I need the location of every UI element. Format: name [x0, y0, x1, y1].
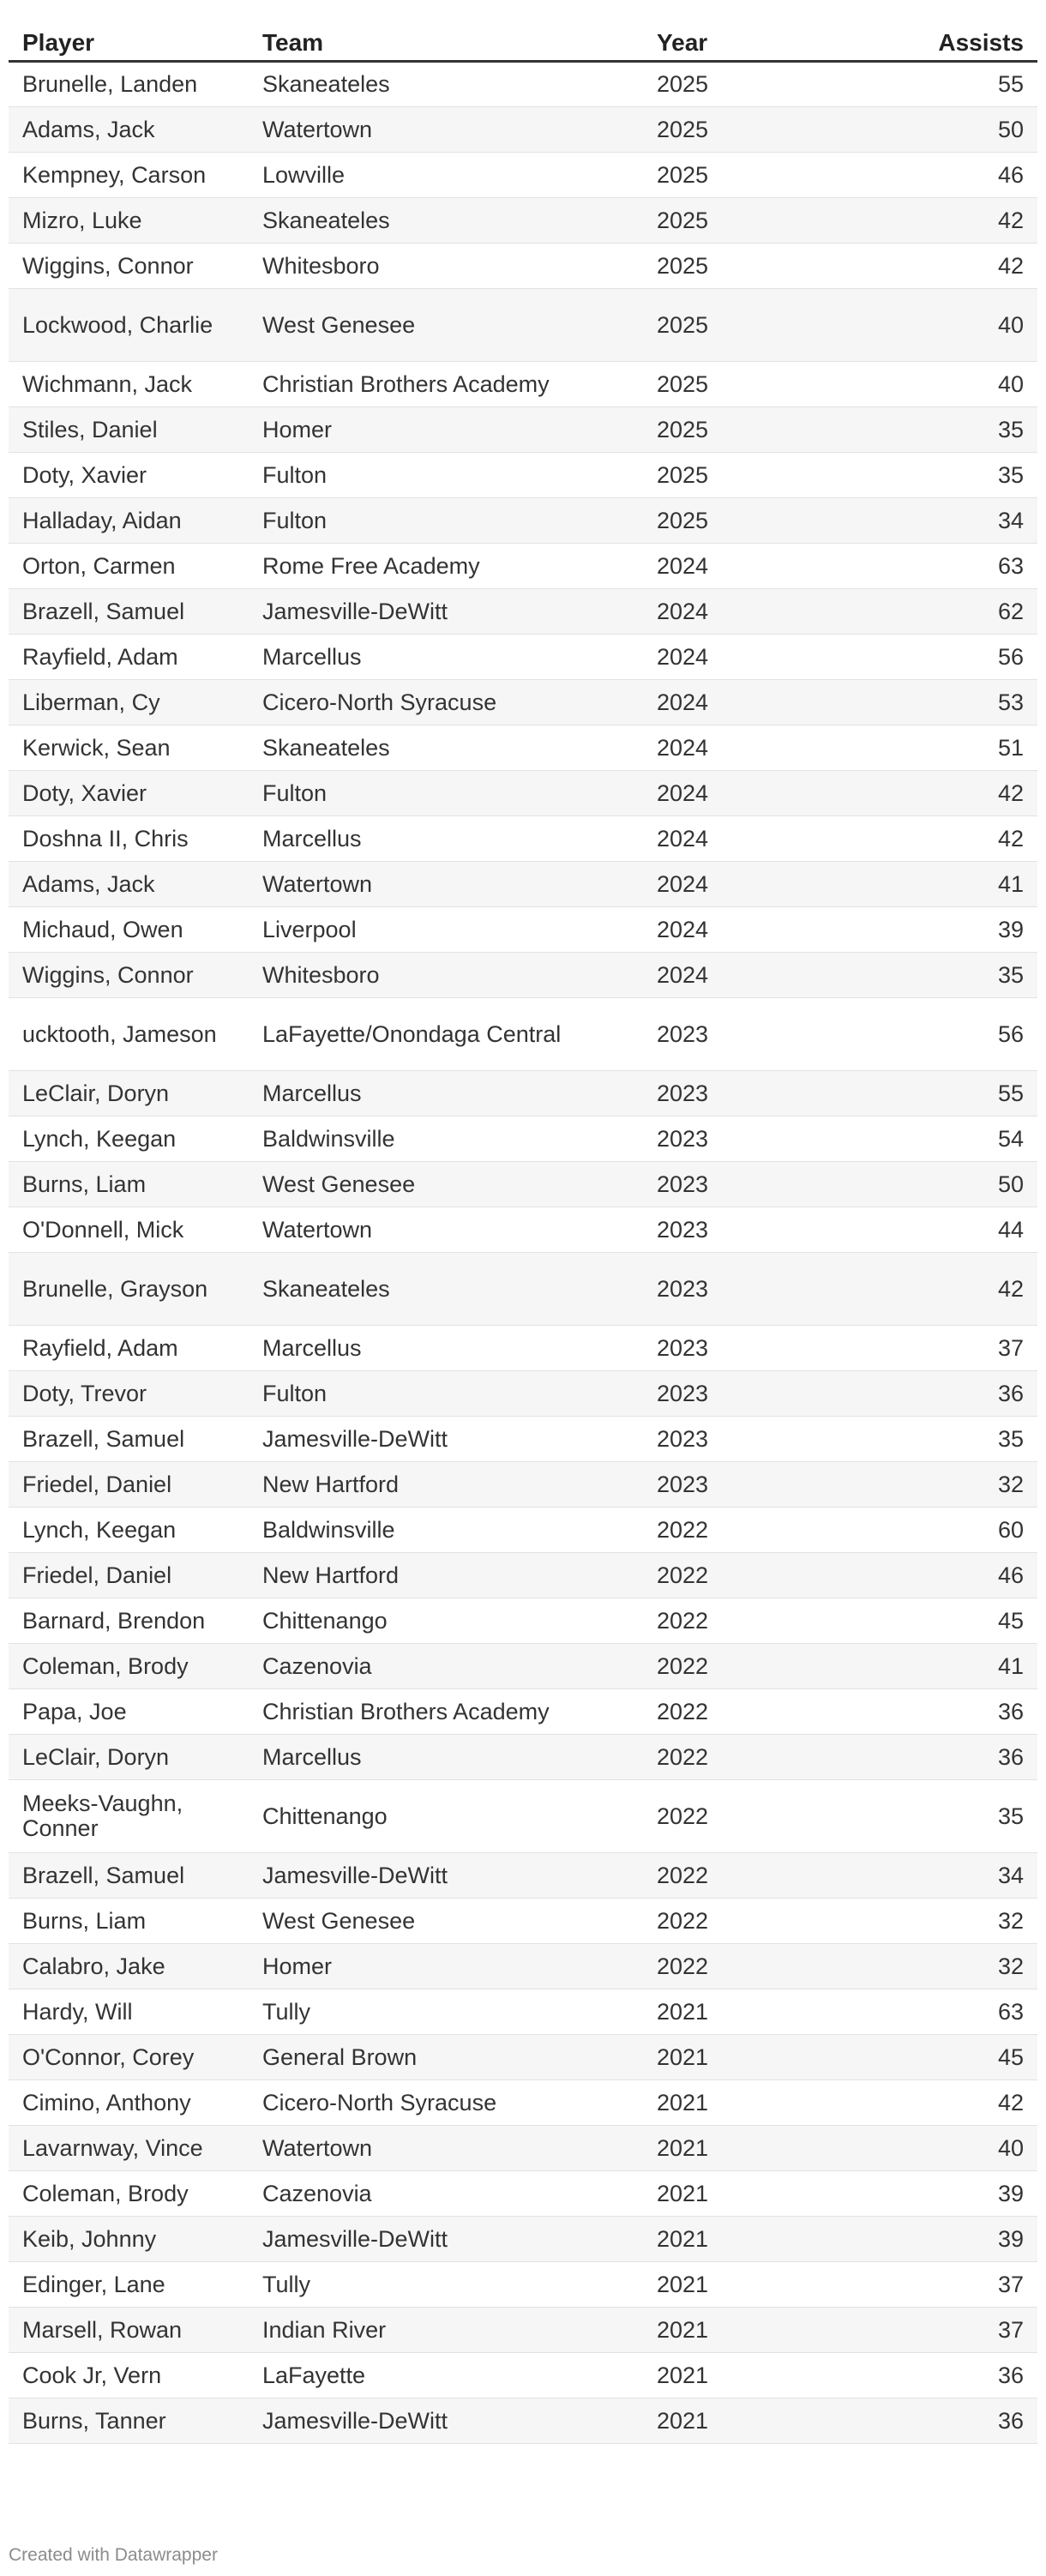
- cell-assists: 56: [832, 998, 1037, 1071]
- table-row: [9, 1735, 1037, 1780]
- cell-assists: 39: [832, 2217, 1037, 2262]
- cell-assists: 35: [832, 407, 1037, 453]
- table-row: [9, 2217, 1037, 2262]
- cell-year: 2024: [643, 725, 832, 771]
- cell-assists: 53: [832, 680, 1037, 725]
- cell-player: O'Connor, Corey: [9, 2035, 249, 2080]
- cell-player: Lavarnway, Vince: [9, 2126, 249, 2171]
- cell-player: Adams, Jack: [9, 107, 249, 153]
- cell-team: Cazenovia: [249, 1644, 643, 1689]
- table-row: [9, 1644, 1037, 1689]
- cell-team: Marcellus: [249, 816, 643, 862]
- cell-year: 2022: [643, 1553, 832, 1598]
- cell-player: Burns, Liam: [9, 1162, 249, 1207]
- cell-year: 2022: [643, 1735, 832, 1780]
- cell-assists: 35: [832, 1780, 1037, 1853]
- cell-player: Brazell, Samuel: [9, 589, 249, 635]
- cell-team: New Hartford: [249, 1462, 643, 1508]
- cell-player: Lynch, Keegan: [9, 1508, 249, 1553]
- cell-team: Tully: [249, 2262, 643, 2308]
- cell-team: Watertown: [249, 107, 643, 153]
- cell-year: 2025: [643, 362, 832, 407]
- cell-player: Cimino, Anthony: [9, 2080, 249, 2126]
- cell-assists: 36: [832, 1371, 1037, 1417]
- cell-team: Rome Free Academy: [249, 544, 643, 589]
- cell-player: Friedel, Daniel: [9, 1462, 249, 1508]
- cell-player: Mizro, Luke: [9, 198, 249, 244]
- cell-assists: 42: [832, 771, 1037, 816]
- cell-year: 2024: [643, 680, 832, 725]
- cell-team: Jamesville-DeWitt: [249, 2398, 643, 2444]
- cell-player: Barnard, Brendon: [9, 1598, 249, 1644]
- cell-assists: 42: [832, 244, 1037, 289]
- cell-team: Watertown: [249, 2126, 643, 2171]
- cell-assists: 37: [832, 2308, 1037, 2353]
- table-row: [9, 589, 1037, 635]
- cell-assists: 54: [832, 1116, 1037, 1162]
- cell-assists: 45: [832, 1598, 1037, 1644]
- cell-year: 2021: [643, 2262, 832, 2308]
- cell-year: 2024: [643, 907, 832, 953]
- cell-player: Meeks-Vaughn, Conner: [9, 1780, 249, 1853]
- table-row: [9, 1989, 1037, 2035]
- cell-player: Papa, Joe: [9, 1689, 249, 1735]
- cell-year: 2021: [643, 2126, 832, 2171]
- cell-year: 2024: [643, 544, 832, 589]
- cell-year: 2025: [643, 153, 832, 198]
- table-row: [9, 2080, 1037, 2126]
- cell-player: LeClair, Doryn: [9, 1735, 249, 1780]
- cell-assists: 63: [832, 544, 1037, 589]
- cell-year: 2025: [643, 498, 832, 544]
- cell-team: Skaneateles: [249, 198, 643, 244]
- cell-year: 2023: [643, 1162, 832, 1207]
- cell-year: 2024: [643, 862, 832, 907]
- cell-assists: 42: [832, 198, 1037, 244]
- cell-year: 2023: [643, 1253, 832, 1326]
- cell-team: Watertown: [249, 1207, 643, 1253]
- cell-team: Indian River: [249, 2308, 643, 2353]
- cell-assists: 46: [832, 153, 1037, 198]
- cell-team: Liverpool: [249, 907, 643, 953]
- cell-year: 2022: [643, 1853, 832, 1899]
- table-row: [9, 244, 1037, 289]
- cell-year: 2025: [643, 107, 832, 153]
- cell-year: 2021: [643, 2171, 832, 2217]
- cell-year: 2022: [643, 1944, 832, 1989]
- cell-assists: 41: [832, 1644, 1037, 1689]
- cell-year: 2024: [643, 771, 832, 816]
- cell-assists: 37: [832, 1326, 1037, 1371]
- cell-team: Whitesboro: [249, 953, 643, 998]
- cell-team: Christian Brothers Academy: [249, 362, 643, 407]
- cell-year: 2023: [643, 1417, 832, 1462]
- column-header-year[interactable]: Year: [643, 26, 832, 62]
- cell-team: Skaneateles: [249, 1253, 643, 1326]
- cell-team: Cicero-North Syracuse: [249, 680, 643, 725]
- cell-assists: 42: [832, 2080, 1037, 2126]
- cell-player: Rayfield, Adam: [9, 1326, 249, 1371]
- cell-team: Jamesville-DeWitt: [249, 2217, 643, 2262]
- table-row: [9, 725, 1037, 771]
- cell-year: 2024: [643, 589, 832, 635]
- cell-team: Fulton: [249, 453, 643, 498]
- cell-team: Tully: [249, 1989, 643, 2035]
- cell-assists: 62: [832, 589, 1037, 635]
- cell-assists: 36: [832, 2353, 1037, 2398]
- cell-team: LaFayette: [249, 2353, 643, 2398]
- cell-team: Baldwinsville: [249, 1508, 643, 1553]
- cell-year: 2025: [643, 407, 832, 453]
- table-row: [9, 362, 1037, 407]
- cell-assists: 51: [832, 725, 1037, 771]
- header-row: [9, 26, 1037, 62]
- table-row: [9, 816, 1037, 862]
- cell-year: 2024: [643, 953, 832, 998]
- cell-year: 2024: [643, 816, 832, 862]
- cell-team: Lowville: [249, 153, 643, 198]
- cell-year: 2022: [643, 1508, 832, 1553]
- table-row: [9, 1207, 1037, 1253]
- cell-team: Chittenango: [249, 1598, 643, 1644]
- table-row: [9, 2126, 1037, 2171]
- cell-team: Jamesville-DeWitt: [249, 589, 643, 635]
- cell-player: Friedel, Daniel: [9, 1553, 249, 1598]
- cell-year: 2021: [643, 2353, 832, 2398]
- table-row: [9, 62, 1037, 107]
- table-row: [9, 1899, 1037, 1944]
- table-row: [9, 998, 1037, 1071]
- cell-player: Lockwood, Charlie: [9, 289, 249, 362]
- cell-assists: 55: [832, 62, 1037, 107]
- cell-player: Marsell, Rowan: [9, 2308, 249, 2353]
- cell-team: Cicero-North Syracuse: [249, 2080, 643, 2126]
- cell-player: LeClair, Doryn: [9, 1071, 249, 1116]
- cell-assists: 50: [832, 107, 1037, 153]
- cell-player: Keib, Johnny: [9, 2217, 249, 2262]
- cell-assists: 41: [832, 862, 1037, 907]
- table-row: [9, 1116, 1037, 1162]
- cell-assists: 42: [832, 816, 1037, 862]
- datawrapper-credit: Created with Datawrapper: [9, 2545, 218, 2565]
- cell-player: Hardy, Will: [9, 1989, 249, 2035]
- cell-year: 2022: [643, 1598, 832, 1644]
- cell-assists: 35: [832, 1417, 1037, 1462]
- cell-assists: 46: [832, 1553, 1037, 1598]
- assists-table: [9, 26, 1037, 2444]
- cell-player: Calabro, Jake: [9, 1944, 249, 1989]
- cell-team: Marcellus: [249, 1326, 643, 1371]
- cell-player: Doty, Xavier: [9, 771, 249, 816]
- table-row: [9, 498, 1037, 544]
- cell-year: 2021: [643, 2398, 832, 2444]
- cell-team: Baldwinsville: [249, 1116, 643, 1162]
- table-row: [9, 635, 1037, 680]
- cell-assists: 32: [832, 1899, 1037, 1944]
- table-row: [9, 198, 1037, 244]
- table-row: [9, 1508, 1037, 1553]
- cell-team: Christian Brothers Academy: [249, 1689, 643, 1735]
- cell-year: 2025: [643, 62, 832, 107]
- cell-assists: 32: [832, 1462, 1037, 1508]
- cell-player: Wiggins, Connor: [9, 244, 249, 289]
- table-row: [9, 1162, 1037, 1207]
- cell-assists: 45: [832, 2035, 1037, 2080]
- cell-team: West Genesee: [249, 1162, 643, 1207]
- cell-player: ucktooth, Jameson: [9, 998, 249, 1071]
- cell-year: 2022: [643, 1780, 832, 1853]
- table-row: [9, 2353, 1037, 2398]
- cell-player: Brunelle, Landen: [9, 62, 249, 107]
- cell-team: Marcellus: [249, 635, 643, 680]
- cell-year: 2025: [643, 244, 832, 289]
- cell-year: 2021: [643, 2308, 832, 2353]
- cell-team: Homer: [249, 407, 643, 453]
- table-row: [9, 1553, 1037, 1598]
- cell-year: 2023: [643, 1116, 832, 1162]
- cell-team: New Hartford: [249, 1553, 643, 1598]
- cell-assists: 39: [832, 907, 1037, 953]
- cell-assists: 40: [832, 362, 1037, 407]
- cell-player: Doty, Trevor: [9, 1371, 249, 1417]
- cell-player: Burns, Tanner: [9, 2398, 249, 2444]
- cell-year: 2023: [643, 1462, 832, 1508]
- cell-assists: 40: [832, 2126, 1037, 2171]
- cell-assists: 40: [832, 289, 1037, 362]
- table-row: [9, 1417, 1037, 1462]
- cell-year: 2024: [643, 635, 832, 680]
- cell-player: Coleman, Brody: [9, 1644, 249, 1689]
- cell-team: Whitesboro: [249, 244, 643, 289]
- cell-assists: 34: [832, 498, 1037, 544]
- cell-team: West Genesee: [249, 289, 643, 362]
- cell-assists: 42: [832, 1253, 1037, 1326]
- cell-player: Wichmann, Jack: [9, 362, 249, 407]
- cell-team: Homer: [249, 1944, 643, 1989]
- cell-player: Adams, Jack: [9, 862, 249, 907]
- cell-team: Marcellus: [249, 1071, 643, 1116]
- table-row: [9, 1326, 1037, 1371]
- cell-year: 2025: [643, 289, 832, 362]
- table-row: [9, 862, 1037, 907]
- cell-year: 2023: [643, 1371, 832, 1417]
- table-row: [9, 107, 1037, 153]
- cell-team: Jamesville-DeWitt: [249, 1417, 643, 1462]
- cell-assists: 35: [832, 953, 1037, 998]
- cell-player: Halladay, Aidan: [9, 498, 249, 544]
- column-header-player[interactable]: Player: [9, 26, 249, 62]
- cell-year: 2021: [643, 1989, 832, 2035]
- cell-player: Lynch, Keegan: [9, 1116, 249, 1162]
- cell-assists: 32: [832, 1944, 1037, 1989]
- cell-team: Jamesville-DeWitt: [249, 1853, 643, 1899]
- table-row: [9, 1598, 1037, 1644]
- cell-team: Marcellus: [249, 1735, 643, 1780]
- table-row: [9, 953, 1037, 998]
- cell-year: 2021: [643, 2035, 832, 2080]
- cell-assists: 37: [832, 2262, 1037, 2308]
- table-row: [9, 680, 1037, 725]
- table-row: [9, 1780, 1037, 1853]
- table-header: [9, 26, 1037, 62]
- table-row: [9, 2398, 1037, 2444]
- cell-team: Skaneateles: [249, 725, 643, 771]
- cell-assists: 34: [832, 1853, 1037, 1899]
- table-row: [9, 544, 1037, 589]
- cell-year: 2025: [643, 198, 832, 244]
- cell-year: 2023: [643, 1207, 832, 1253]
- cell-player: Rayfield, Adam: [9, 635, 249, 680]
- cell-assists: 39: [832, 2171, 1037, 2217]
- cell-player: Brazell, Samuel: [9, 1853, 249, 1899]
- table-row: [9, 2035, 1037, 2080]
- cell-team: General Brown: [249, 2035, 643, 2080]
- column-header-assists[interactable]: Assists: [832, 26, 1037, 62]
- cell-player: Wiggins, Connor: [9, 953, 249, 998]
- cell-assists: 50: [832, 1162, 1037, 1207]
- cell-assists: 63: [832, 1989, 1037, 2035]
- cell-player: Brunelle, Grayson: [9, 1253, 249, 1326]
- table-row: [9, 407, 1037, 453]
- cell-player: Stiles, Daniel: [9, 407, 249, 453]
- cell-player: Edinger, Lane: [9, 2262, 249, 2308]
- cell-player: Brazell, Samuel: [9, 1417, 249, 1462]
- cell-year: 2022: [643, 1899, 832, 1944]
- cell-assists: 55: [832, 1071, 1037, 1116]
- table-row: [9, 153, 1037, 198]
- cell-team: Fulton: [249, 771, 643, 816]
- cell-assists: 36: [832, 2398, 1037, 2444]
- table-row: [9, 1371, 1037, 1417]
- cell-team: Fulton: [249, 498, 643, 544]
- table-row: [9, 2171, 1037, 2217]
- cell-year: 2021: [643, 2080, 832, 2126]
- cell-team: LaFayette/Onondaga Central: [249, 998, 643, 1071]
- assists-table-container: [9, 26, 1037, 2444]
- cell-assists: 36: [832, 1689, 1037, 1735]
- cell-player: Liberman, Cy: [9, 680, 249, 725]
- cell-player: Burns, Liam: [9, 1899, 249, 1944]
- cell-assists: 44: [832, 1207, 1037, 1253]
- cell-player: Michaud, Owen: [9, 907, 249, 953]
- table-row: [9, 289, 1037, 362]
- cell-player: Orton, Carmen: [9, 544, 249, 589]
- cell-year: 2025: [643, 453, 832, 498]
- cell-year: 2023: [643, 1326, 832, 1371]
- table-row: [9, 771, 1037, 816]
- cell-assists: 60: [832, 1508, 1037, 1553]
- table-row: [9, 1253, 1037, 1326]
- cell-team: Skaneateles: [249, 62, 643, 107]
- table-row: [9, 2308, 1037, 2353]
- cell-year: 2021: [643, 2217, 832, 2262]
- cell-player: Cook Jr, Vern: [9, 2353, 249, 2398]
- table-row: [9, 1462, 1037, 1508]
- cell-assists: 56: [832, 635, 1037, 680]
- table-row: [9, 1689, 1037, 1735]
- table-row: [9, 1853, 1037, 1899]
- cell-assists: 35: [832, 453, 1037, 498]
- table-row: [9, 1071, 1037, 1116]
- cell-year: 2023: [643, 1071, 832, 1116]
- cell-team: Chittenango: [249, 1780, 643, 1853]
- cell-player: O'Donnell, Mick: [9, 1207, 249, 1253]
- cell-team: Cazenovia: [249, 2171, 643, 2217]
- table-row: [9, 1944, 1037, 1989]
- cell-team: Fulton: [249, 1371, 643, 1417]
- cell-year: 2022: [643, 1644, 832, 1689]
- table-row: [9, 2262, 1037, 2308]
- column-header-team[interactable]: Team: [249, 26, 643, 62]
- cell-player: Doshna II, Chris: [9, 816, 249, 862]
- cell-year: 2023: [643, 998, 832, 1071]
- cell-player: Kerwick, Sean: [9, 725, 249, 771]
- cell-team: Watertown: [249, 862, 643, 907]
- cell-player: Kempney, Carson: [9, 153, 249, 198]
- cell-assists: 36: [832, 1735, 1037, 1780]
- table-row: [9, 453, 1037, 498]
- cell-player: Coleman, Brody: [9, 2171, 249, 2217]
- table-body: [9, 62, 1037, 2444]
- table-row: [9, 907, 1037, 953]
- cell-year: 2022: [643, 1689, 832, 1735]
- cell-player: Doty, Xavier: [9, 453, 249, 498]
- cell-team: West Genesee: [249, 1899, 643, 1944]
